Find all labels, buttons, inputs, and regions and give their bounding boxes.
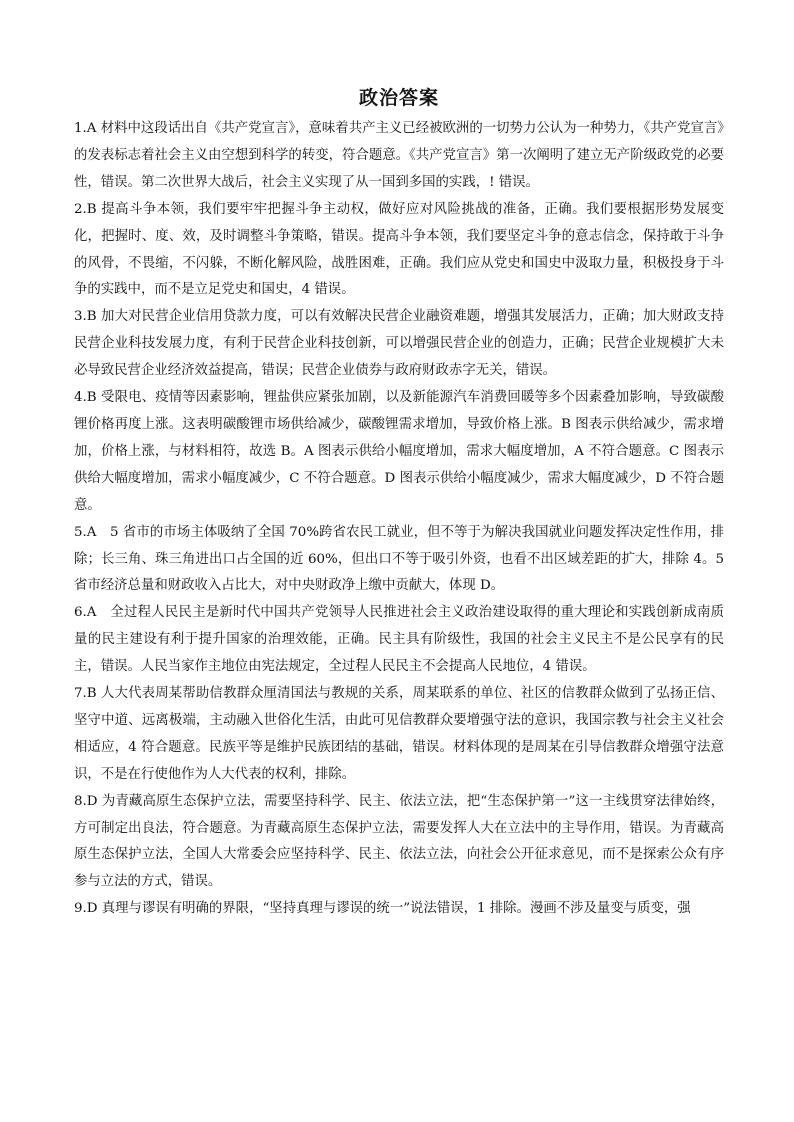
page-title: 政治答案 <box>358 87 439 109</box>
answer-item-4: 4.B 受限电、疫情等因素影响，锂盐供应紧张加剧，以及新能源汽车消费回暖等多个因素叠加影响，导致碳酸锂价格再度上涨。这表明碳酸锂市场供给减少，碳酸锂需求增加，导致价格上涨。B 图表示供给减少，需求增加，价格上涨，与材料相符，故选 B。A 图表示供给小幅度增加，需求大幅度增加，A 不符合题意。C 图表示供给大幅度增加，需求小幅度减少，C 不符合题意。D 图表示供给小幅度减少，需求大幅度减少，D 不符合题意。 <box>74 390 724 513</box>
answer-item-9: 9.D 真理与谬误有明确的界限，“坚持真理与谬误的统一”说法错误，1 排除。漫画不涉及量变与质变，强 <box>74 901 691 917</box>
answer-item-1: 1.A 材料中这段话出自《共产党宣言》，意味着共产主义已经被欧洲的一切势力公认为一种势力，《共产党宣言》的发表标志着社会主义由空想到科学的转变，符合题意。《共产党宣言》第一次阐明了建立无产阶级政党的必要性，错误。第二次世界大战后，社会主义实现了从一国到多国的实践，! 错误。 <box>74 121 724 190</box>
answer-item-3: 3.B 加大对民营企业信用贷款力度，可以有效解决民营企业融资难题，增强其发展活力，正确；加大财政支持民营企业科技发展力度，有利于民营企业科技创新，可以增强民营企业的创造力，正确；民营企业规模扩大未必导致民营企业经济效益提高，错误；民营企业债券与政府财政赤字无关，错误。 <box>74 309 724 379</box>
answer-item-8: 8.D 为青藏高原生态保护立法，需要坚持科学、民主、依法立法，把“生态保护第一”这一主线贯穿法律始终，方可制定出良法，符合题意。为青藏高原生态保护立法，需要发挥人大在立法中的主导作用，错误。为青藏高原生态保护立法，全国人大常委会应坚持科学、民主、依法立法，向社会公开征求意见，而不是探索公众有序参与立法的方式，错误。 <box>74 793 724 890</box>
answer-item-5: 5.A 5 省市的市场主体吸纳了全国 70%跨省农民工就业，但不等于为解决我国就业问题发挥决定性作用，排除；长三角、珠三角进出口占全国的近 60%，但出口不等于吸引外资，也看不出区域差距的扩大，排除 4。5 省市经济总量和财政收入占比大，对中央财政净上缴中贡献大，体现 D。 <box>74 524 724 594</box>
answer-item-2: 2.B 提高斗争本领，我们要牢牢把握斗争主动权，做好应对风险挑战的准备，正确。我们要根据形势发展变化，把握时、度、效，及时调整斗争策略，错误。提高斗争本领，我们要坚定斗争的意志信念，保持敢于斗争的风骨，不畏缩，不闪躲，不断化解风险，战胜困难，正确。我们应从党史和国史中汲取力量，积极投身于斗争的实践中，而不是立足党史和国史，4 错误。 <box>74 201 724 298</box>
answer-item-6: 6.A 全过程人民民主是新时代中国共产党领导人民推进社会主义政治建设取得的重大理论和实践创新成南质量的民主建设有利于提升国家的治理效能，正确。民主具有阶级性，我国的社会主义民主不是公民享有的民主，错误。人民当家作主地位由宪法规定，全过程人民民主不会提高人民地位，4 错误。 <box>74 605 724 675</box>
answer-item-7: 7.B 人大代表周某帮助信教群众厘清国法与教规的关系，周某联系的单位、社区的信教群众做到了弘扬正信、坚守中道、远离极端，主动融入世俗化生活，由此可见信教群众要增强守法的意识，我国宗教与社会主义社会相适应，4 符合题意。民族平等是维护民族团结的基础，错误。材料体现的是周某在引导信教群众增强守法意识，不是在行使他作为人大代表的权利，排除。 <box>74 686 724 782</box>
